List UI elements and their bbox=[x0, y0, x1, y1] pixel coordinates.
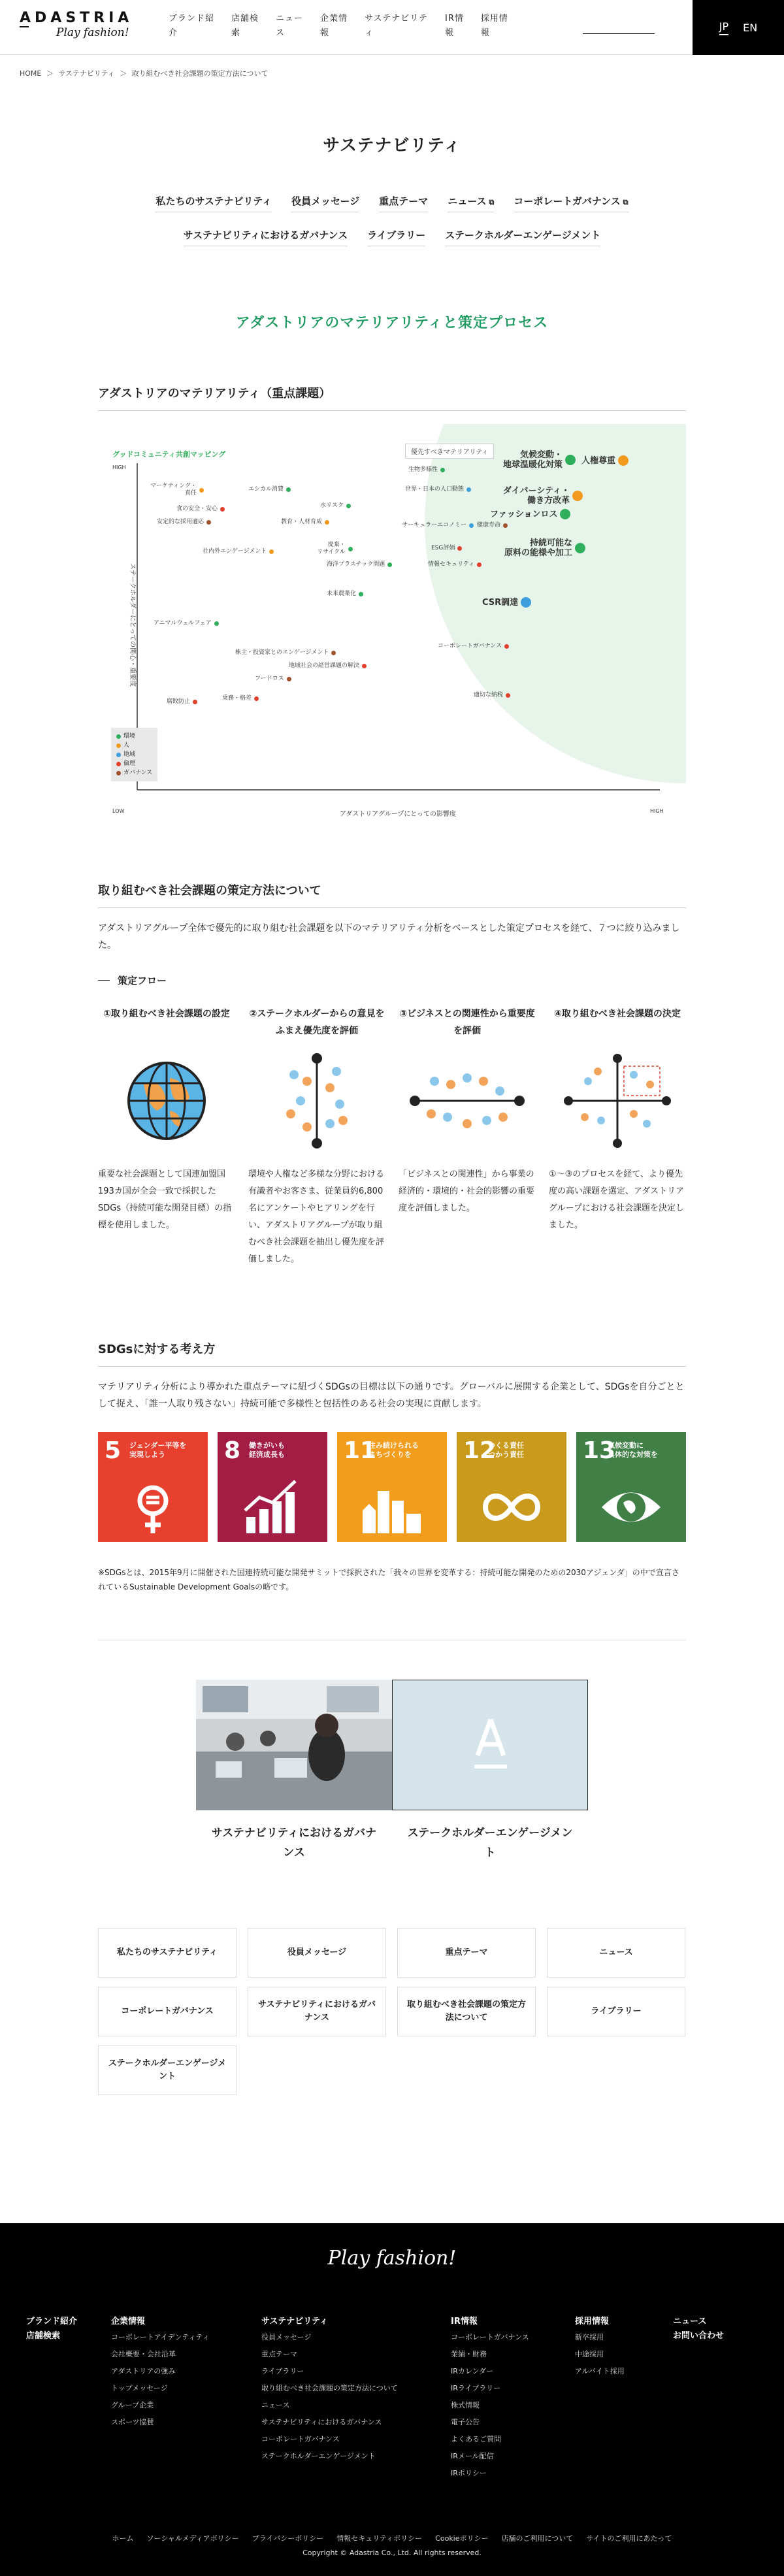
matrix-legend bbox=[111, 728, 157, 781]
matrix-item bbox=[320, 502, 351, 510]
lang-jp-link[interactable]: JP bbox=[719, 20, 728, 35]
footer-policy-link[interactable]: Cookieポリシー bbox=[435, 2534, 489, 2543]
logo-text: ADASTRIA bbox=[20, 10, 133, 26]
sdg-goal-11 bbox=[337, 1432, 447, 1542]
matrix-item-dot bbox=[575, 543, 585, 553]
language-switch bbox=[693, 0, 784, 55]
matrix-item-dot bbox=[466, 487, 471, 492]
matrix-item-dot bbox=[346, 504, 351, 508]
sdg-number: 5 bbox=[105, 1437, 122, 1464]
flow-steps bbox=[98, 1005, 686, 1268]
footer-link[interactable]: コーポレートガバナンス bbox=[451, 2333, 529, 2341]
sdg-label: 住み続けられる まちづくりを bbox=[368, 1441, 419, 1459]
matrix-item-dot bbox=[359, 592, 363, 596]
footer-column-heading[interactable]: IR情報 bbox=[451, 2317, 478, 2326]
legend-label: 地域 bbox=[123, 751, 136, 758]
matrix-item-label: 未来農業化 bbox=[327, 591, 357, 597]
matrix-item bbox=[503, 486, 583, 506]
sdg-label: つくる責任 つかう責任 bbox=[488, 1441, 524, 1459]
matrix-item-dot bbox=[206, 520, 211, 525]
footer-link[interactable]: IRメール配信 bbox=[451, 2452, 494, 2460]
matrix-item bbox=[327, 591, 363, 598]
card-title: サステナビリティにおけるガバナンス bbox=[211, 1827, 377, 1859]
breadcrumb-sep: ＞ bbox=[120, 69, 127, 78]
legend-dot bbox=[116, 734, 121, 739]
footer-column bbox=[673, 2315, 724, 2343]
site-footer bbox=[0, 2223, 784, 2576]
footer-policy-link[interactable]: 店舗のご利用について bbox=[501, 2534, 574, 2543]
footer-policy-link[interactable]: サイトのご利用にあたって bbox=[586, 2534, 672, 2543]
logo-bar bbox=[20, 26, 29, 27]
matrix-item-label: 気候変動・ 地球温暖化対策 bbox=[503, 450, 563, 470]
footer-link[interactable]: 株式情報 bbox=[451, 2401, 480, 2409]
sdgs-note: ※SDGsとは、2015年9月に開催された国連持続可能な開発サミットで採択された「我々の世界を変革する：持続可能な開発のための2030アジェンダ」の中で宣言されているSustainable Development Goalsの略です。 bbox=[98, 1568, 679, 1591]
subnav-news[interactable] bbox=[448, 194, 494, 212]
legend-row bbox=[116, 759, 152, 768]
footer-link[interactable]: アルバイト採用 bbox=[575, 2367, 625, 2375]
matrix-item-dot bbox=[469, 523, 474, 528]
matrix-item-label: 社内外エンゲージメント bbox=[203, 548, 267, 555]
step-text: ①〜③のプロセスを経て、より優先度の高い課題を選定、アダストリアグループにおける社会課題を決定しました。 bbox=[549, 1169, 685, 1230]
footer-link[interactable]: サステナビリティにおけるガバナンス bbox=[261, 2418, 382, 2426]
breadcrumb bbox=[0, 55, 784, 91]
matrix-item bbox=[289, 662, 367, 670]
legend-dot bbox=[116, 753, 121, 757]
subnav-message[interactable]: 役員メッセージ bbox=[291, 194, 359, 212]
matrix-item-dot bbox=[618, 455, 629, 466]
matrix-item bbox=[504, 538, 585, 558]
footer-link[interactable]: IRポリシー bbox=[451, 2469, 487, 2477]
card-sus-governance[interactable] bbox=[196, 1680, 392, 1863]
matrix-item bbox=[154, 620, 219, 627]
step-text: 環境や人権など多様な分野における有識者やお客さま、従業員約6,800名にアンケートやヒアリングを行い、アダストリアグループが取り組むべき社会課題を抽出し優先度を評価しました。 bbox=[248, 1169, 385, 1264]
matrix-item-label: ファッションロス bbox=[490, 509, 558, 519]
site-header bbox=[0, 0, 784, 55]
link-box-themes[interactable]: 重点テーマ bbox=[397, 1928, 536, 1978]
legend-label: ガバナンス bbox=[123, 770, 153, 776]
copyright: Copyright © Adastria Co., Ltd. All rights reserved. bbox=[302, 2549, 482, 2557]
matrix-item bbox=[408, 466, 445, 474]
matrix-item-label: 人権尊重 bbox=[581, 455, 616, 466]
footer-link[interactable]: 役員メッセージ bbox=[261, 2333, 312, 2341]
matrix-item bbox=[438, 643, 509, 650]
matrix-item-dot bbox=[560, 509, 570, 519]
footer-link[interactable]: 取り組むべき社会課題の策定方法について bbox=[261, 2384, 398, 2392]
x-high-label: HIGH bbox=[650, 808, 664, 814]
flow-step bbox=[98, 1005, 235, 1268]
gnav-item[interactable]: IR情 報 bbox=[445, 14, 464, 38]
link-box-message[interactable]: 役員メッセージ bbox=[248, 1928, 386, 1978]
sdgs-text: マテリアリティ分析により導かれた重点テーマに紐づくSDGsの目標は以下の通りです。グローバルに展開する企業として、SDGsを自分ごととして捉え、「誰一人取り残さない」持続可能で多様性と包括性のある社会の実現に貢献します。 bbox=[98, 1382, 685, 1409]
legend-label: 倫理 bbox=[123, 760, 136, 767]
globe-icon bbox=[98, 1049, 235, 1153]
step-title: ①取り組むべき社会課題の設定 bbox=[103, 1009, 230, 1019]
step-title: ④取り組むべき社会課題の決定 bbox=[554, 1009, 681, 1019]
matrix-item-label: 地域社会の経営課題の解決 bbox=[289, 662, 360, 669]
legend-dot bbox=[116, 743, 121, 748]
matrix-item bbox=[405, 486, 471, 493]
footer-policy-links bbox=[0, 2533, 784, 2543]
legend-dot bbox=[116, 771, 121, 775]
matrix-item bbox=[255, 676, 291, 683]
matrix-item bbox=[222, 695, 259, 702]
subnav-news-label: ニュース bbox=[448, 195, 487, 207]
footer-column bbox=[451, 2315, 529, 2482]
sdg-goal-5 bbox=[98, 1432, 208, 1542]
legend-row bbox=[116, 768, 152, 777]
footer-link[interactable]: IRライブラリー bbox=[451, 2384, 501, 2392]
matrix-item-label: 海洋プラスチック問題 bbox=[327, 561, 385, 568]
matrix-item-label: 腐敗防止 bbox=[167, 698, 191, 705]
subnav-themes[interactable]: 重点テーマ bbox=[379, 194, 428, 212]
matrix-item-dot bbox=[503, 523, 508, 528]
matrix-item bbox=[402, 522, 474, 529]
matrix-item-label: CSR調達 bbox=[482, 597, 519, 608]
matrix-item bbox=[176, 506, 225, 513]
flow-heading-text: 策定フロー bbox=[118, 975, 167, 986]
flow-heading bbox=[98, 973, 686, 987]
sdg-goal-13 bbox=[576, 1432, 686, 1542]
step-title: ③ビジネスとの関連性から重要度を評価 bbox=[399, 1009, 535, 1036]
matrix-item-label: 適切な納税 bbox=[474, 692, 504, 698]
sdg-label: 気候変動に 具体的な対策を bbox=[608, 1441, 658, 1459]
footer-column bbox=[575, 2315, 625, 2380]
matrix-item-label: 廃棄・ リサイクル bbox=[317, 542, 346, 555]
matrix-item-dot bbox=[521, 597, 531, 608]
matrix-item-label: 情報セキュリティ bbox=[428, 561, 475, 568]
matrix-item-dot bbox=[457, 546, 462, 551]
footer-policy-link[interactable]: ソーシャルメディアポリシー bbox=[146, 2534, 239, 2543]
step-text: 重要な社会課題として国連加盟国193カ国が全会一致で採択したSDGs（持続可能な開発目標）の指標を使用しました。 bbox=[98, 1169, 232, 1230]
gnav-item[interactable]: ニュー ス bbox=[276, 14, 304, 38]
external-link-icon: ⧉ bbox=[623, 198, 629, 206]
matrix-item-label: 水リスク bbox=[320, 502, 344, 509]
y-axis-label: ステークホルダーにとっての関心・重要度 bbox=[129, 562, 137, 687]
matrix-item bbox=[581, 455, 629, 466]
matrix-item bbox=[327, 561, 392, 568]
subnav-sus-governance[interactable]: サステナビリティにおけるガバナンス bbox=[184, 228, 348, 246]
external-link-icon: ⧉ bbox=[489, 198, 495, 206]
matrix-item bbox=[503, 450, 576, 470]
flow-step bbox=[248, 1005, 385, 1268]
matrix-item-label: 持続可能な 原料の能様や加工 bbox=[504, 538, 573, 558]
step-title: ②ステークホルダーからの意見をふまえ優先度を評価 bbox=[249, 1009, 385, 1036]
footer-link[interactable]: トップメッセージ bbox=[111, 2384, 168, 2392]
business-chart-icon bbox=[399, 1049, 536, 1153]
city-icon bbox=[359, 1478, 425, 1537]
adastria-logo-image bbox=[392, 1680, 588, 1810]
matrix-item-dot bbox=[269, 549, 274, 554]
matrix-item-label: 株主・投資家とのエンゲージメント bbox=[235, 649, 329, 656]
method-intro: アダストリアグループ全体で優先的に取り組む社会課題を以下のマテリアリティ分析をベースとした策定プロセスを経て、７つに絞り込みました。 bbox=[98, 923, 680, 951]
matrix-item-label: エシカル消費 bbox=[248, 486, 284, 493]
heading-line bbox=[98, 980, 110, 981]
matrix-item-dot bbox=[504, 644, 509, 649]
matrix-item-dot bbox=[199, 488, 204, 493]
matrix-item-label: 生物多様性 bbox=[408, 466, 438, 473]
search-input[interactable] bbox=[583, 33, 655, 34]
page-title: サステナビリティ bbox=[323, 136, 461, 155]
matrix-item-dot bbox=[286, 487, 291, 492]
footer-policy-link[interactable]: プライバシーポリシー bbox=[252, 2534, 324, 2543]
footer-link[interactable]: アダストリアの強み bbox=[111, 2367, 176, 2375]
gender-equality-icon bbox=[120, 1478, 186, 1537]
matrix-item-label: 乗務・格差 bbox=[222, 695, 252, 702]
sdg-goal-8 bbox=[218, 1432, 327, 1542]
flow-step bbox=[399, 1005, 536, 1268]
matrix-item-dot bbox=[325, 520, 329, 525]
matrix-item bbox=[431, 545, 462, 552]
footer-link[interactable]: ライブラリー bbox=[261, 2367, 304, 2375]
footer-link[interactable]: 業績・財務 bbox=[451, 2350, 487, 2358]
matrix-item-dot bbox=[287, 677, 291, 681]
related-cards bbox=[196, 1680, 588, 1863]
matrix-item-dot bbox=[477, 562, 482, 567]
legend-row bbox=[116, 750, 152, 759]
footer-column-heading[interactable]: 企業情報 bbox=[111, 2317, 146, 2326]
climate-eye-icon bbox=[598, 1478, 664, 1537]
matrix-item-label: コーポレートガバナンス bbox=[438, 643, 502, 649]
link-box-our-sustainability[interactable]: 私たちのサステナビリティ bbox=[98, 1928, 237, 1978]
legend-dot bbox=[116, 762, 121, 766]
legend-label: 環境 bbox=[123, 733, 136, 740]
priority-label: 優先すべきマテリアリティ bbox=[405, 444, 494, 459]
matrix-item bbox=[157, 519, 211, 526]
sdg-number: 13 bbox=[583, 1437, 616, 1464]
matrix-item-label: 食の安全・安心 bbox=[176, 506, 218, 512]
matrix-item-dot bbox=[387, 562, 392, 567]
flow-step bbox=[549, 1005, 686, 1268]
matrix-item-label: マーケティング・ 責任 bbox=[150, 483, 197, 497]
gnav-item[interactable]: サステナビリテ ィ bbox=[365, 14, 429, 38]
matrix-heading: アダストリアのマテリアリティ（重点課題） bbox=[98, 384, 686, 411]
sdg-number: 11 bbox=[344, 1437, 377, 1464]
sdg-label: 働きがいも 経済成長も bbox=[249, 1441, 285, 1459]
subnav-library[interactable]: ライブラリー bbox=[367, 228, 425, 246]
sdg-goal-12 bbox=[457, 1432, 566, 1542]
footer-column-heading[interactable]: 採用情報 bbox=[575, 2317, 610, 2326]
link-boxes bbox=[98, 1928, 686, 2095]
matrix-item-label: アニマルウェルフェア bbox=[154, 620, 212, 627]
priority-area bbox=[425, 424, 686, 783]
matrix-item bbox=[482, 597, 531, 608]
footer-link[interactable]: IRカレンダー bbox=[451, 2367, 494, 2375]
logo-tagline: Play fashion! bbox=[56, 26, 129, 39]
matrix-item-dot bbox=[565, 455, 576, 465]
sdg-number: 8 bbox=[224, 1437, 241, 1464]
footer-link[interactable]: ニュース bbox=[673, 2317, 707, 2326]
gnav-item[interactable]: 企業情 報 bbox=[320, 14, 348, 38]
card-title: ステークホルダーエンゲージメント bbox=[407, 1827, 573, 1859]
matrix-item bbox=[203, 548, 274, 555]
footer-link[interactable]: お問い合わせ bbox=[673, 2331, 725, 2341]
footer-link[interactable]: コーポレートアイデンティティ bbox=[111, 2333, 210, 2341]
matrix-item bbox=[490, 509, 570, 519]
matrix-item-dot bbox=[348, 547, 353, 551]
footer-link[interactable]: ステークホルダーエンゲージメント bbox=[261, 2452, 376, 2460]
matrix-item-dot bbox=[440, 468, 445, 472]
footer-link[interactable]: 会社概要・会社沿革 bbox=[111, 2350, 176, 2358]
footer-link[interactable]: 新卒採用 bbox=[575, 2333, 604, 2341]
subnav-engagement[interactable]: ステークホルダーエンゲージメント bbox=[445, 228, 600, 246]
matrix-item bbox=[428, 561, 482, 568]
footer-link[interactable]: 中途採用 bbox=[575, 2350, 604, 2358]
matrix-item-dot bbox=[193, 700, 197, 704]
site-logo[interactable] bbox=[20, 9, 150, 39]
legend-row bbox=[116, 741, 152, 750]
gnav-item[interactable]: ブランド紹 介 bbox=[169, 14, 215, 38]
infinity-icon bbox=[479, 1478, 544, 1537]
footer-link[interactable]: 電子公告 bbox=[451, 2418, 480, 2426]
footer-bottom bbox=[0, 2533, 784, 2557]
matrix-item-label: フードロス bbox=[255, 676, 284, 682]
sdg-label: ジェンダー平等を 実現しよう bbox=[129, 1441, 187, 1459]
footer-column bbox=[26, 2315, 77, 2343]
subnav-governance-label: コーポレートガバナンス bbox=[514, 195, 621, 207]
matrix-item-label: 安定的な採用適応 bbox=[157, 519, 204, 525]
sdg-number: 12 bbox=[463, 1437, 497, 1464]
footer-column bbox=[111, 2315, 210, 2431]
lang-en-link[interactable]: EN bbox=[743, 21, 758, 34]
matrix-item-label: ESG評価 bbox=[431, 545, 455, 551]
card-engagement[interactable] bbox=[392, 1680, 588, 1863]
stakeholder-chart-icon bbox=[248, 1049, 385, 1153]
matrix-item bbox=[235, 649, 336, 657]
matrix-item-dot bbox=[506, 693, 510, 698]
matrix-item-dot bbox=[214, 621, 219, 626]
footer-link[interactable]: 店舗検索 bbox=[26, 2331, 61, 2341]
footer-link[interactable]: コーポレートガバナンス bbox=[261, 2435, 340, 2443]
global-nav bbox=[169, 12, 525, 41]
link-box-engagement[interactable]: ステークホルダーエンゲージメント bbox=[98, 2046, 237, 2095]
matrix-item bbox=[167, 698, 197, 706]
sub-nav bbox=[144, 194, 640, 246]
step-text: 「ビジネスとの関連性」から事業の経済的・環境的・社会的影響の重要度を評価しました。 bbox=[399, 1169, 535, 1213]
link-box-sus-governance[interactable]: サステナビリティにおけるガバナンス bbox=[248, 1987, 386, 2036]
decision-chart-icon bbox=[549, 1049, 686, 1153]
link-box-method[interactable]: 取り組むべき社会課題の策定方法について bbox=[397, 1987, 536, 2036]
y-low-label: LOW bbox=[112, 808, 125, 814]
footer-link[interactable]: 重点テーマ bbox=[261, 2350, 297, 2358]
good-community-label: グッドコミュニティ共創マッピング bbox=[112, 450, 226, 459]
link-box-news[interactable]: ニュース bbox=[547, 1928, 685, 1978]
matrix-item-label: 教育・人材育成 bbox=[281, 519, 323, 525]
matrix-item-label: サーキュラーエコノミー bbox=[402, 522, 467, 529]
matrix-item bbox=[281, 519, 329, 526]
matrix-item bbox=[317, 542, 353, 556]
footer-link[interactable]: よくあるご質問 bbox=[451, 2435, 501, 2443]
matrix-item-dot bbox=[362, 664, 367, 668]
legend-label: 人 bbox=[123, 742, 130, 749]
sdg-goals bbox=[98, 1432, 686, 1542]
subnav-governance[interactable] bbox=[514, 194, 628, 212]
matrix-item bbox=[474, 692, 510, 699]
matrix-item-label: ダイバーシティ・ 働き方改革 bbox=[503, 486, 570, 506]
footer-policy-link[interactable]: 情報セキュリティポリシー bbox=[336, 2534, 423, 2543]
gnav-item[interactable]: 採用情 報 bbox=[480, 14, 508, 38]
matrix-item-dot bbox=[331, 651, 336, 655]
footer-logo[interactable]: Play fashion! bbox=[327, 2247, 457, 2270]
breadcrumb-sustainability[interactable]: サステナビリティ bbox=[58, 69, 115, 78]
method-heading: 取り組むべき社会課題の策定方法について bbox=[98, 881, 686, 908]
gnav-item[interactable]: 店舗検 索 bbox=[231, 14, 259, 38]
growth-chart-icon bbox=[240, 1478, 305, 1537]
legend-row bbox=[116, 732, 152, 741]
footer-link[interactable]: スポーツ協賛 bbox=[111, 2418, 154, 2426]
matrix-item-dot bbox=[254, 696, 259, 701]
section-title: アダストリアのマテリアリティと策定プロセス bbox=[235, 315, 549, 331]
breadcrumb-sep: ＞ bbox=[46, 69, 54, 78]
link-box-governance[interactable]: コーポレートガバナンス bbox=[98, 1987, 237, 2036]
matrix-item bbox=[477, 522, 508, 529]
footer-column bbox=[261, 2315, 398, 2465]
matrix-item bbox=[248, 486, 291, 493]
footer-link[interactable]: グループ企業 bbox=[111, 2401, 154, 2409]
matrix-item-dot bbox=[220, 507, 225, 512]
breadcrumb-current: 取り組むべき社会課題の策定方法について bbox=[131, 69, 269, 78]
link-box-library[interactable]: ライブラリー bbox=[547, 1987, 685, 2036]
matrix-item-label: 健康寿命 bbox=[477, 522, 501, 529]
y-high-label: HIGH bbox=[112, 465, 126, 470]
matrix-item-dot bbox=[572, 491, 583, 501]
footer-link[interactable]: ブランド紹介 bbox=[26, 2317, 78, 2326]
footer-policy-link[interactable]: ホーム bbox=[112, 2534, 134, 2543]
footer-column-heading[interactable]: サステナビリティ bbox=[261, 2317, 328, 2326]
breadcrumb-home[interactable]: HOME bbox=[20, 69, 42, 78]
meeting-photo bbox=[196, 1680, 392, 1810]
matrix-item-label: 世界・日本の人口動態 bbox=[405, 486, 465, 493]
footer-link[interactable]: ニュース bbox=[261, 2401, 290, 2409]
matrix-item bbox=[150, 483, 204, 497]
sdgs-heading: SDGsに対する考え方 bbox=[98, 1340, 686, 1367]
subnav-our-sustainability[interactable]: 私たちのサステナビリティ bbox=[155, 194, 272, 212]
x-axis-label: アダストリアグループにとっての影響度 bbox=[340, 811, 456, 818]
materiality-matrix bbox=[98, 424, 686, 829]
